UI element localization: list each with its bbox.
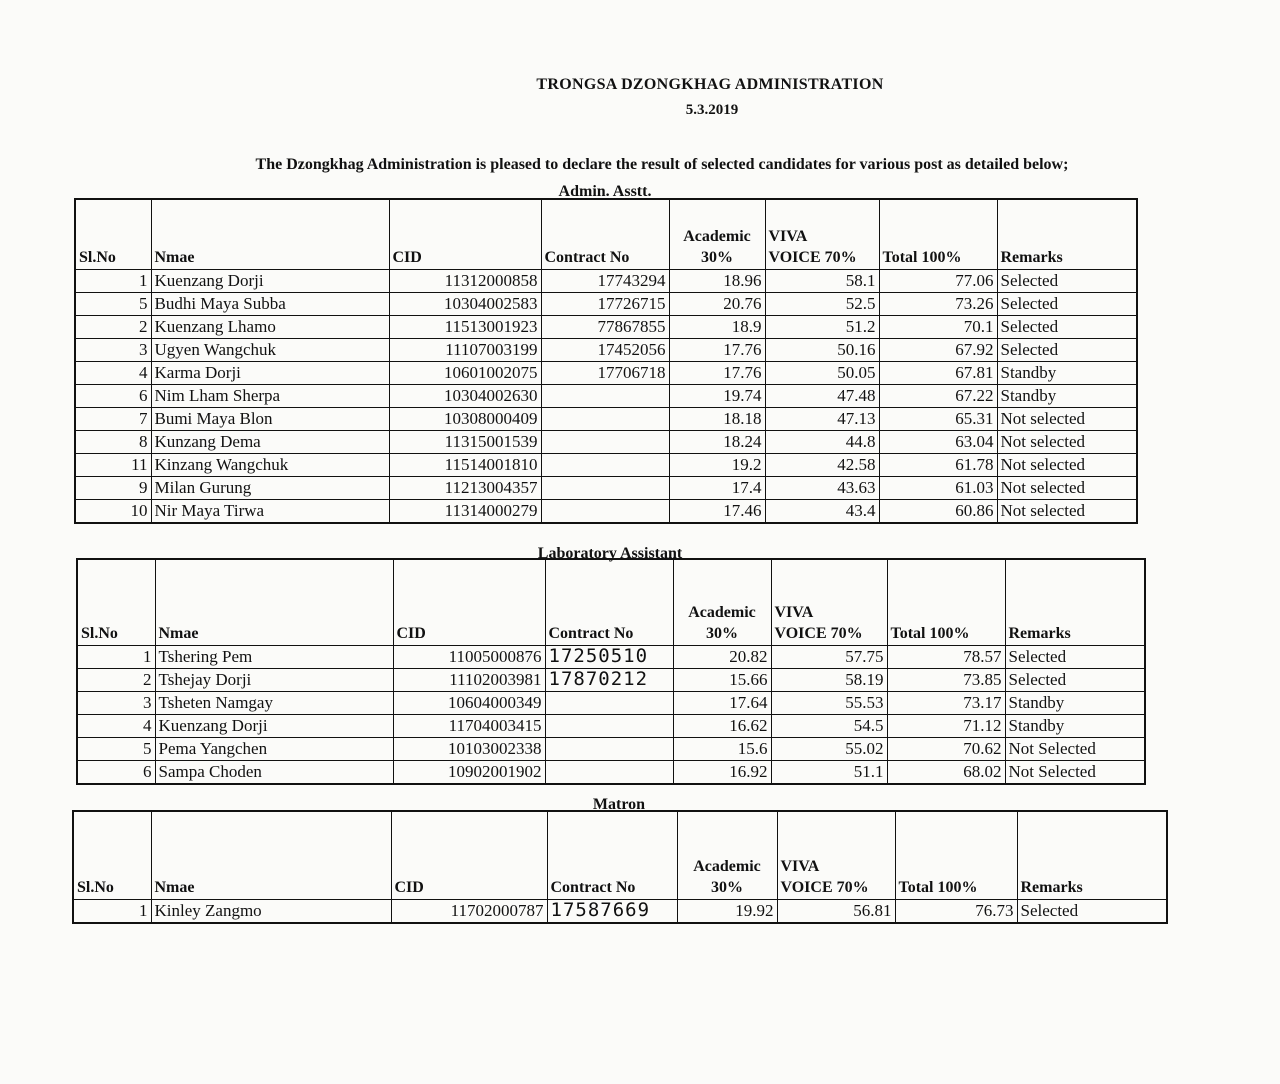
- results-table: [76, 558, 1146, 785]
- table-row: [77, 645, 1145, 668]
- table-row: [75, 499, 1137, 523]
- cell-remarks: Standby: [997, 361, 1137, 384]
- header-total: Total 100%: [895, 811, 1017, 899]
- cell-sl: 6: [75, 384, 151, 407]
- header-academic: Academic 30%: [673, 559, 771, 645]
- cell-name: Nim Lham Sherpa: [151, 384, 389, 407]
- cell-cid: 11314000279: [389, 499, 541, 523]
- header-name: Nmae: [151, 199, 389, 269]
- cell-cid: 11702000787: [391, 899, 547, 923]
- cell-academic: 16.62: [673, 714, 771, 737]
- table-row: [75, 338, 1137, 361]
- cell-viva: 51.1: [771, 760, 887, 784]
- cell-cid: 11102003981: [393, 668, 545, 691]
- cell-viva: 42.58: [765, 453, 879, 476]
- cell-remarks: Selected: [1017, 899, 1167, 923]
- cell-name: Bumi Maya Blon: [151, 407, 389, 430]
- cell-name: Nir Maya Tirwa: [151, 499, 389, 523]
- cell-total: 73.17: [887, 691, 1005, 714]
- header-total: Total 100%: [887, 559, 1005, 645]
- cell-contract: [545, 714, 673, 737]
- cell-contract: 17743294: [541, 269, 669, 292]
- cell-cid: 10604000349: [393, 691, 545, 714]
- table-row: [75, 384, 1137, 407]
- cell-cid: 10103002338: [393, 737, 545, 760]
- cell-name: Kuenzang Lhamo: [151, 315, 389, 338]
- cell-contract: [541, 499, 669, 523]
- table-row: [77, 714, 1145, 737]
- table-row: [75, 453, 1137, 476]
- cell-viva: 55.53: [771, 691, 887, 714]
- table-row: [77, 691, 1145, 714]
- cell-viva: 51.2: [765, 315, 879, 338]
- cell-viva: 50.05: [765, 361, 879, 384]
- cell-name: Kunzang Dema: [151, 430, 389, 453]
- cell-total: 73.26: [879, 292, 997, 315]
- cell-cid: 10304002583: [389, 292, 541, 315]
- table-row: [75, 269, 1137, 292]
- cell-remarks: Selected: [997, 292, 1137, 315]
- cell-viva: 57.75: [771, 645, 887, 668]
- header-cid: CID: [393, 559, 545, 645]
- cell-cid: 10601002075: [389, 361, 541, 384]
- cell-remarks: Standby: [1005, 691, 1145, 714]
- cell-academic: 18.18: [669, 407, 765, 430]
- cell-total: 70.1: [879, 315, 997, 338]
- cell-total: 67.81: [879, 361, 997, 384]
- cell-total: 70.62: [887, 737, 1005, 760]
- cell-name: Kuenzang Dorji: [155, 714, 393, 737]
- cell-academic: 16.92: [673, 760, 771, 784]
- intro-statement: The Dzongkhag Administration is pleased to declare the result of selected candidates for various post as detailed below;: [255, 156, 1069, 173]
- cell-viva: 58.19: [771, 668, 887, 691]
- cell-sl: 1: [75, 269, 151, 292]
- header-viva: VIVA VOICE 70%: [777, 811, 895, 899]
- cell-name: Budhi Maya Subba: [151, 292, 389, 315]
- cell-cid: 11704003415: [393, 714, 545, 737]
- cell-remarks: Selected: [997, 269, 1137, 292]
- cell-sl: 2: [77, 668, 155, 691]
- cell-academic: 17.76: [669, 338, 765, 361]
- cell-remarks: Not selected: [997, 453, 1137, 476]
- cell-total: 78.57: [887, 645, 1005, 668]
- cell-name: Tshering Pem: [155, 645, 393, 668]
- cell-total: 61.78: [879, 453, 997, 476]
- cell-viva: 54.5: [771, 714, 887, 737]
- cell-contract: 77867855: [541, 315, 669, 338]
- cell-viva: 50.16: [765, 338, 879, 361]
- results-table: [74, 198, 1138, 524]
- results-table: [72, 810, 1168, 924]
- cell-sl: 10: [75, 499, 151, 523]
- cell-name: Milan Gurung: [151, 476, 389, 499]
- cell-sl: 9: [75, 476, 151, 499]
- cell-sl: 2: [75, 315, 151, 338]
- cell-academic: 17.64: [673, 691, 771, 714]
- cell-contract: 17250510: [545, 645, 673, 668]
- cell-cid: 11312000858: [389, 269, 541, 292]
- cell-sl: 5: [77, 737, 155, 760]
- cell-total: 63.04: [879, 430, 997, 453]
- cell-remarks: Standby: [997, 384, 1137, 407]
- cell-sl: 1: [73, 899, 151, 923]
- cell-sl: 4: [77, 714, 155, 737]
- header-name: Nmae: [151, 811, 391, 899]
- cell-cid: 11213004357: [389, 476, 541, 499]
- cell-name: Sampa Choden: [155, 760, 393, 784]
- header-cid: CID: [389, 199, 541, 269]
- table-row: [75, 476, 1137, 499]
- cell-contract: 17587669: [547, 899, 677, 923]
- cell-remarks: Standby: [1005, 714, 1145, 737]
- header-contract: Contract No: [547, 811, 677, 899]
- cell-name: Tsheten Namgay: [155, 691, 393, 714]
- cell-viva: 52.5: [765, 292, 879, 315]
- cell-total: 73.85: [887, 668, 1005, 691]
- cell-remarks: Not Selected: [1005, 737, 1145, 760]
- section-title: Laboratory Assistant: [537, 545, 683, 562]
- cell-viva: 47.48: [765, 384, 879, 407]
- cell-remarks: Not Selected: [1005, 760, 1145, 784]
- cell-contract: [541, 384, 669, 407]
- cell-name: Karma Dorji: [151, 361, 389, 384]
- cell-contract: [541, 453, 669, 476]
- cell-cid: 10308000409: [389, 407, 541, 430]
- header-academic: Academic 30%: [677, 811, 777, 899]
- header-viva: VIVA VOICE 70%: [771, 559, 887, 645]
- cell-viva: 43.63: [765, 476, 879, 499]
- cell-academic: 15.66: [673, 668, 771, 691]
- cell-academic: 19.2: [669, 453, 765, 476]
- cell-academic: 18.96: [669, 269, 765, 292]
- table-row: [77, 668, 1145, 691]
- header-cid: CID: [391, 811, 547, 899]
- cell-cid: 11514001810: [389, 453, 541, 476]
- header-academic: Academic 30%: [669, 199, 765, 269]
- cell-sl: 5: [75, 292, 151, 315]
- cell-viva: 56.81: [777, 899, 895, 923]
- cell-academic: 19.74: [669, 384, 765, 407]
- cell-viva: 44.8: [765, 430, 879, 453]
- table-row: [73, 899, 1167, 923]
- cell-remarks: Not selected: [997, 407, 1137, 430]
- table-row: [75, 407, 1137, 430]
- cell-name: Kinzang Wangchuk: [151, 453, 389, 476]
- cell-academic: 19.92: [677, 899, 777, 923]
- cell-sl: 3: [77, 691, 155, 714]
- header-slno: Sl.No: [75, 199, 151, 269]
- cell-sl: 11: [75, 453, 151, 476]
- cell-viva: 47.13: [765, 407, 879, 430]
- cell-remarks: Not selected: [997, 476, 1137, 499]
- organization-title: TRONGSA DZONGKHAG ADMINISTRATION: [536, 76, 884, 93]
- table-row: [77, 737, 1145, 760]
- header-contract: Contract No: [545, 559, 673, 645]
- cell-academic: 18.24: [669, 430, 765, 453]
- cell-contract: 17870212: [545, 668, 673, 691]
- cell-sl: 1: [77, 645, 155, 668]
- cell-academic: 15.6: [673, 737, 771, 760]
- section-title: Admin. Asstt.: [558, 183, 652, 200]
- cell-cid: 10902001902: [393, 760, 545, 784]
- table-row: [75, 361, 1137, 384]
- cell-remarks: Selected: [997, 315, 1137, 338]
- cell-contract: [545, 691, 673, 714]
- cell-name: Pema Yangchen: [155, 737, 393, 760]
- cell-sl: 8: [75, 430, 151, 453]
- cell-cid: 11315001539: [389, 430, 541, 453]
- cell-total: 60.86: [879, 499, 997, 523]
- cell-name: Tshejay Dorji: [155, 668, 393, 691]
- cell-viva: 58.1: [765, 269, 879, 292]
- cell-contract: [541, 407, 669, 430]
- cell-sl: 7: [75, 407, 151, 430]
- header-remarks: Remarks: [997, 199, 1137, 269]
- cell-sl: 4: [75, 361, 151, 384]
- cell-remarks: Not selected: [997, 499, 1137, 523]
- cell-academic: 20.82: [673, 645, 771, 668]
- table-row: [75, 292, 1137, 315]
- header-remarks: Remarks: [1005, 559, 1145, 645]
- table-row: [75, 430, 1137, 453]
- cell-total: 77.06: [879, 269, 997, 292]
- cell-contract: 17726715: [541, 292, 669, 315]
- header-viva: VIVA VOICE 70%: [765, 199, 879, 269]
- cell-name: Ugyen Wangchuk: [151, 338, 389, 361]
- header-total: Total 100%: [879, 199, 997, 269]
- cell-total: 71.12: [887, 714, 1005, 737]
- cell-sl: 6: [77, 760, 155, 784]
- cell-academic: 17.76: [669, 361, 765, 384]
- section-title: Matron: [592, 796, 646, 813]
- cell-total: 61.03: [879, 476, 997, 499]
- cell-contract: [545, 760, 673, 784]
- cell-cid: 11513001923: [389, 315, 541, 338]
- document-date: 5.3.2019: [685, 102, 739, 118]
- cell-total: 65.31: [879, 407, 997, 430]
- cell-cid: 10304002630: [389, 384, 541, 407]
- header-name: Nmae: [155, 559, 393, 645]
- cell-academic: 20.76: [669, 292, 765, 315]
- cell-contract: 17706718: [541, 361, 669, 384]
- cell-total: 67.22: [879, 384, 997, 407]
- cell-contract: [541, 476, 669, 499]
- cell-contract: [541, 430, 669, 453]
- cell-academic: 17.4: [669, 476, 765, 499]
- cell-viva: 55.02: [771, 737, 887, 760]
- cell-remarks: Selected: [1005, 645, 1145, 668]
- header-slno: Sl.No: [73, 811, 151, 899]
- cell-viva: 43.4: [765, 499, 879, 523]
- cell-remarks: Selected: [997, 338, 1137, 361]
- cell-remarks: Selected: [1005, 668, 1145, 691]
- cell-cid: 11107003199: [389, 338, 541, 361]
- header-contract: Contract No: [541, 199, 669, 269]
- cell-academic: 18.9: [669, 315, 765, 338]
- cell-sl: 3: [75, 338, 151, 361]
- cell-name: Kinley Zangmo: [151, 899, 391, 923]
- cell-academic: 17.46: [669, 499, 765, 523]
- table-row: [75, 315, 1137, 338]
- cell-remarks: Not selected: [997, 430, 1137, 453]
- cell-total: 68.02: [887, 760, 1005, 784]
- table-row: [77, 760, 1145, 784]
- cell-cid: 11005000876: [393, 645, 545, 668]
- cell-contract: 17452056: [541, 338, 669, 361]
- header-slno: Sl.No: [77, 559, 155, 645]
- cell-name: Kuenzang Dorji: [151, 269, 389, 292]
- header-remarks: Remarks: [1017, 811, 1167, 899]
- cell-contract: [545, 737, 673, 760]
- cell-total: 67.92: [879, 338, 997, 361]
- cell-total: 76.73: [895, 899, 1017, 923]
